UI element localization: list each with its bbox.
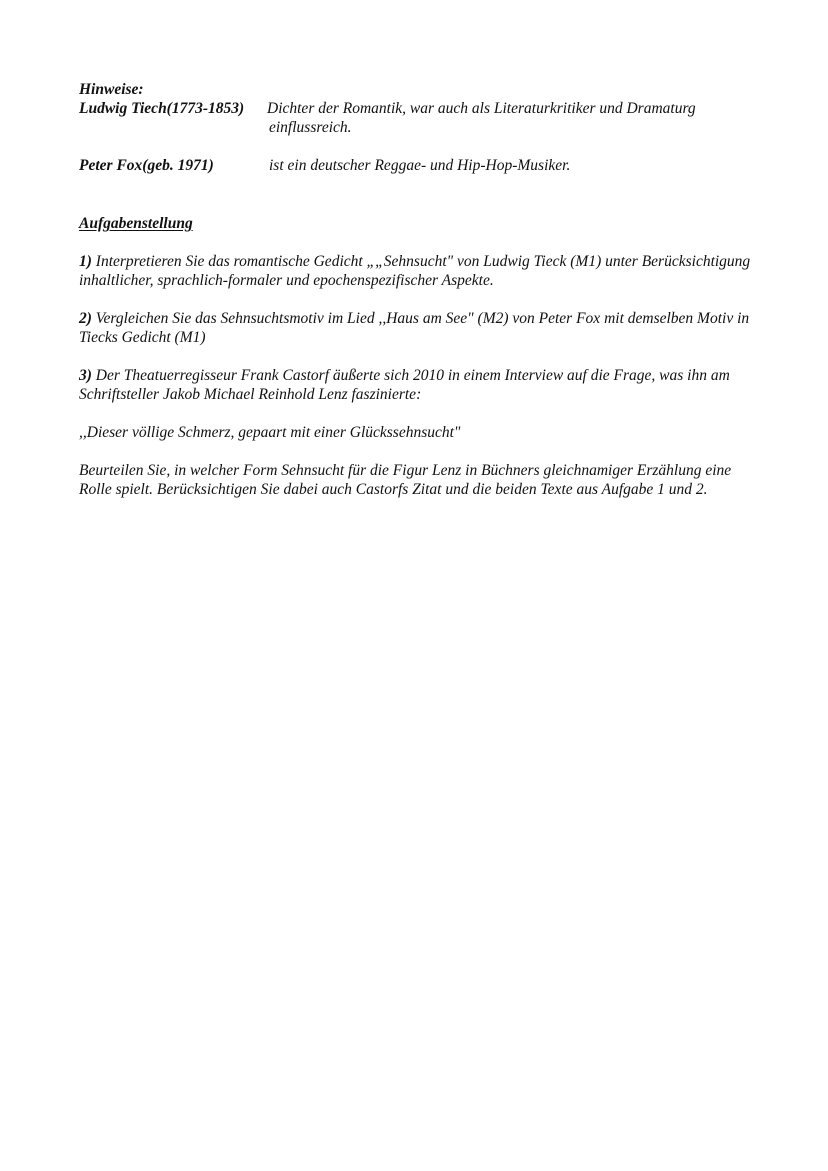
task-2	[79, 309, 759, 347]
task-number: 3)	[79, 367, 92, 384]
document-page	[79, 80, 759, 499]
task-text: Interpretieren Sie das romantische Gedicht „„Sehnsucht" von Ludwig Tieck (M1) unter Berücksichtigung inhaltlicher, sprachlich-formaler und epochenspezifischer Aspekte.	[79, 253, 751, 289]
task-text: Der Theatuerregisseur Frank Castorf äußerte sich 2010 in einem Interview auf die Frage, was ihn am Schriftsteller Jakob Michael Reinhold Lenz faszinierte:	[79, 367, 730, 403]
assignment-heading: Aufgabenstellung	[79, 215, 193, 232]
task-3	[79, 366, 759, 404]
task-1	[79, 252, 759, 290]
note-definition-line1: Dichter der Romantik, war auch als Literaturkritiker und Dramaturg	[267, 100, 696, 117]
note-term: Ludwig Tiech(1773-1853)	[79, 100, 245, 117]
task-text: Vergleichen Sie das Sehnsuchtsmotiv im Lied ,,Haus am See" (M2) von Peter Fox mit demselben Motiv in Tiecks Gedicht (M1)	[79, 310, 750, 346]
note-term: Peter Fox(geb. 1971)	[79, 157, 214, 174]
note-definition: ist ein deutscher Reggae- und Hip-Hop-Musiker.	[269, 157, 571, 174]
note-definition	[267, 99, 759, 137]
task-number: 2)	[79, 310, 92, 327]
note-item-tieck	[79, 99, 759, 137]
note-definition-line2: einflussreich.	[269, 119, 352, 136]
castorf-quote: ,,Dieser völlige Schmerz, gepaart mit einer Glückssehnsucht"	[79, 424, 461, 441]
notes-heading: Hinweise:	[79, 81, 144, 98]
task-number: 1)	[79, 253, 92, 270]
assessment-task: Beurteilen Sie, in welcher Form Sehnsucht für die Figur Lenz in Büchners gleichnamiger Erzählung eine Rolle spielt. Berücksichtigen Sie dabei auch Castorfs Zitat und die beiden Texte aus Aufgabe 1 und 2.	[79, 462, 732, 498]
note-item-fox	[79, 156, 759, 175]
